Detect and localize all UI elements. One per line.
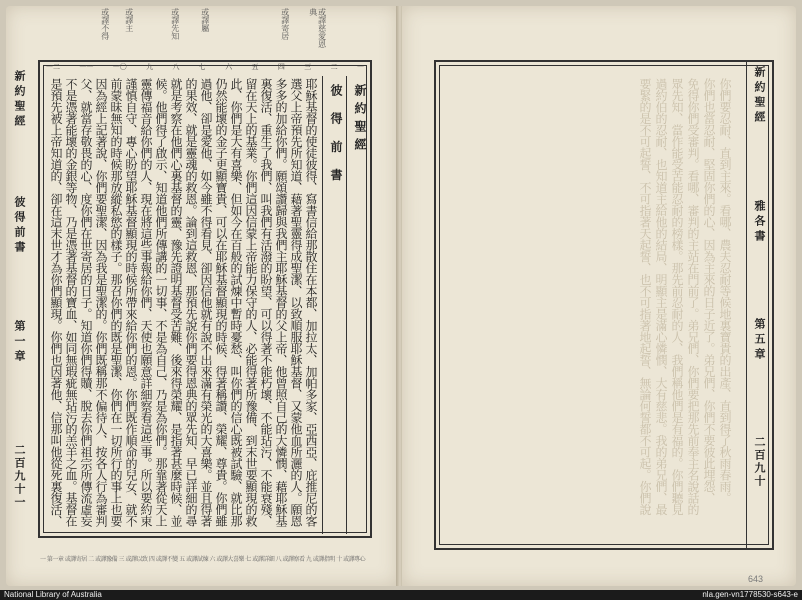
verse-number: 一一 (79, 63, 94, 71)
margin-chapter: 第一章 (13, 320, 26, 365)
bleedthrough-column: 過約伯的忍耐、也知道主給他的結局、明顯主是滿心憐憫、大有慈悲。我的弟兄們、最 (654, 78, 668, 515)
text-column: 過他、卻是愛他、如今雖不得看見、卻因信他就有說不出來滿有榮光的大喜樂。並且得著 (199, 78, 213, 527)
verse-number: 七 (198, 63, 206, 71)
bleedthrough-column: 要緊的是不可起誓、不可指著天起誓、也不可指著地起誓、無論何誓都不可起。你們說 (638, 78, 652, 515)
margin-running-title: 新約聖經 (13, 70, 26, 130)
text-column: 因為經上記著說、你們要聖潔、因為我是聖潔的。你們既稱那不偏待人、按各人行為審判 (94, 78, 108, 527)
verse-number: 四 (277, 63, 285, 71)
text-column: 靈傳福音給你們的人、現在將這些事報給你們、天使也願意詳細察看這些事。所以要約束 (139, 78, 153, 527)
running-title: 新約聖經 (353, 84, 367, 156)
top-note: 或譯慈愛恩典 (308, 8, 327, 48)
library-identifier: nla.gen-vn1778530-s643-e (702, 590, 798, 599)
bleedthrough-column: 眾先知、當作能受苦能忍耐的榜樣。那先前忍耐的人、我們稱他們是有福的。你們聽見 (670, 78, 684, 515)
left-page-top-notes (40, 8, 370, 58)
text-column: 的果效、就是靈魂的救恩。論到這救恩、那預先說你們要得恩典的眾先知、早已詳細的尋 (184, 78, 198, 527)
text-column: 留在天上的基業。你們這因信蒙上帝能力保守的人、必能得著所豫備、到末世要顯現的救 (244, 78, 258, 527)
library-name: National Library of Australia (4, 590, 102, 599)
verse-number: 五 (251, 63, 259, 71)
column-divider (346, 76, 347, 534)
right-running-title: 新約聖經 (753, 66, 766, 126)
text-column: 前蒙昧無知的時候那放縱私慾的樣子。那召你們的既是聖潔、你們在一切所行的事上也要 (109, 78, 123, 527)
left-page-footnotes (40, 540, 370, 578)
bleedthrough-column: 你們也當忍耐、堅固你們的心、因為主來的日子近了。弟兄們、你們不要彼此埋怨、 (702, 78, 716, 504)
text-column: 謹慎自守、專心盼望耶穌基督顯現的時候所帶來給你們的恩。你們既作順命的兒女、就不 (124, 78, 138, 527)
library-footer-bar (0, 590, 802, 600)
text-column: 就是考察在他們心裏基督的靈、豫先證明基督受苦難、後來得榮耀、是指著甚麼時候、並 (169, 78, 183, 527)
text-column: 候。他們得了啟示、知道他們所傳講的一切事、不是為自己、乃是為你們。那靠著從天上 (154, 78, 168, 527)
top-note: 或譯屬 (200, 8, 210, 32)
verse-number: 八 (172, 63, 180, 71)
text-column: 仍然能壞的金子更顯寶貴、可以在耶穌基督顯現的時候、得著稱讚、榮耀、尊貴。你們雖 (214, 78, 228, 527)
verse-number: 一 (356, 63, 364, 71)
verse-number: 二 (330, 63, 338, 71)
page-mark: 643 (748, 574, 764, 584)
right-page-number: 二百九十 (753, 436, 766, 488)
verse-number: 一二 (46, 63, 60, 71)
column-divider (322, 76, 323, 534)
text-column: 多多的加給你們。願頌讚歸與我們主耶穌基督的父上帝、他曾照自己的大憐憫、藉耶穌基 (274, 78, 288, 527)
right-chapter: 第五章 (753, 318, 766, 363)
text-column: 裏復活、重生了我們、叫我們有活潑的盼望、可以得著不能朽壞、不能玷污、不能衰殘、 (259, 78, 273, 527)
text-column: 是預先被上帝知道的、卻在這末世才為你們顯現。你們也因著他、信那叫他從死裏復活、 (49, 78, 63, 527)
margin-page-number: 二百九十一 (13, 444, 26, 509)
top-note: 或譯先知 (170, 8, 180, 40)
text-column: 父、就當存敬畏的心、度你們在世寄居的日子。知道你們得贖、脫去你們祖宗所傳流虛妄 (79, 78, 93, 527)
verse-number-row (40, 62, 370, 74)
bleedthrough-column: 你們要忍耐、直到主來。看哪、農夫忍耐等候地裏寶貴的出產、直到得了秋雨春雨。 (718, 78, 732, 504)
top-note: 或譯寄居 (280, 8, 290, 40)
right-page-bleedthrough-text (456, 78, 736, 538)
section-heading: 彼 得 前 書 (329, 84, 343, 187)
text-column: 此、你們是大有喜樂、但如今在百般的試煉中暫時憂愁、叫你們的信心既被試驗、就比那 (229, 78, 243, 527)
verse-number: 九 (146, 63, 154, 71)
footnote-text: 一 第一章 或譯寄居 二 或譯豫備 三 或譯以致 四 或譯不變 五 或譯試煉 六 或譯大喜樂 七 或譯詳細 八 或譯察看 九 或譯指明 十 或譯專心 (40, 556, 366, 563)
margin-book-title: 彼得前書 (13, 196, 26, 256)
verse-number: 三 (304, 63, 312, 71)
text-column: 耶穌基督的使徒彼得、寫書信給那散住在本都、加拉太、加帕多家、亞西亞、庇推尼的客 (304, 78, 318, 527)
column-divider (746, 62, 747, 548)
top-note: 或譯不得 (100, 8, 110, 40)
top-note: 或譯主 (124, 8, 134, 32)
verse-number: 六 (225, 63, 233, 71)
text-column: 不是憑著能壞的金銀等物、乃是憑著基督的寶血、如同無瑕疵無玷污的羔羊之血。基督在 (64, 78, 78, 527)
bleedthrough-column: 免得你們受審判。看哪、審判的主站在門前了。弟兄們、你們要把那先前奉主名說話的 (686, 78, 700, 515)
verse-number: 一〇 (112, 63, 127, 71)
text-column: 選父上帝預先所知道、藉著聖靈得成聖潔、以致順服耶穌基督、又蒙他血所灑的人。願恩 (289, 78, 303, 527)
right-book-title: 雅各書 (753, 200, 766, 245)
left-page-body-text (46, 78, 318, 528)
